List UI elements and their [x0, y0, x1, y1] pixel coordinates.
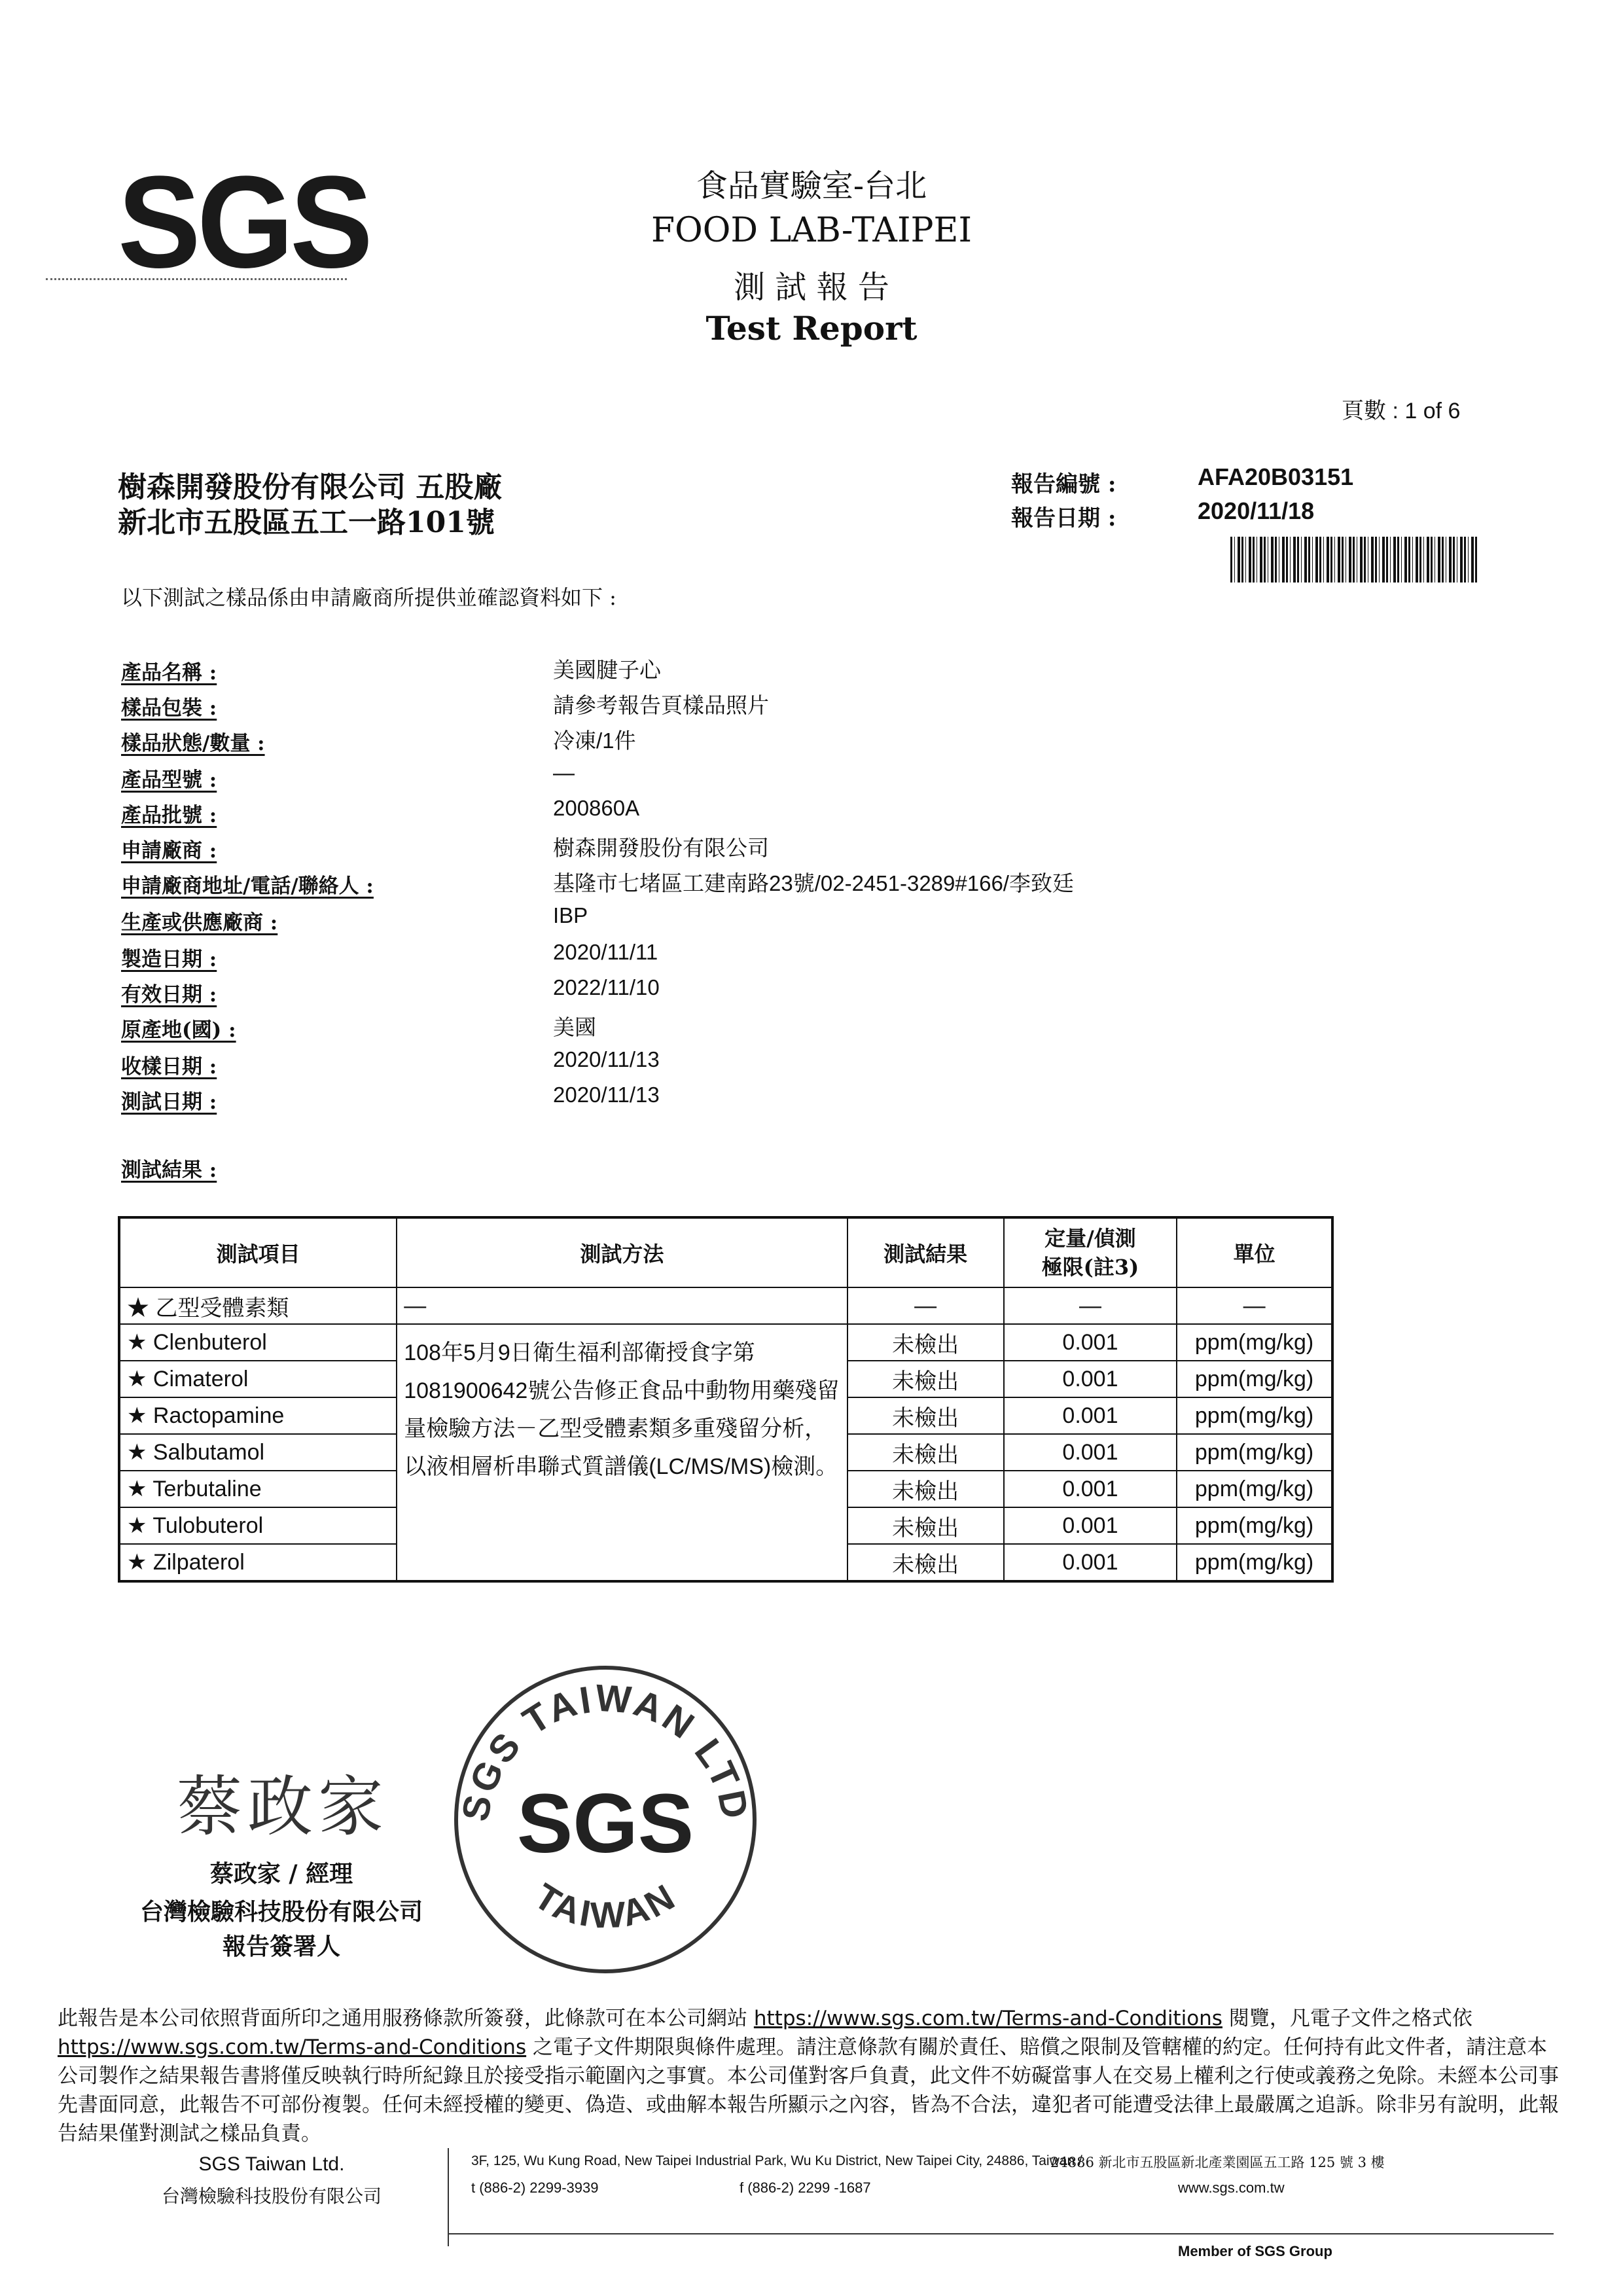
footer-company-cn: 台灣檢驗科技股份有限公司: [161, 2185, 382, 2207]
row-result: 未檢出: [847, 1324, 1004, 1361]
header-limit: [1004, 1217, 1177, 1287]
field-value: IBP: [553, 903, 588, 927]
report-title-cn: 測 試 報 告: [734, 269, 889, 306]
row-item: ★ Tulobuterol: [119, 1507, 397, 1544]
row-unit: ppm(mg/kg): [1177, 1471, 1332, 1507]
row-result: 未檢出: [847, 1361, 1004, 1397]
lab-name-en: FOOD LAB-TAIPEI: [651, 211, 972, 250]
field-value: 美國: [553, 1015, 596, 1039]
page-count: 頁數 : 1 of 6: [1342, 399, 1461, 423]
footer-tel: t (886-2) 2299-3939: [471, 2179, 599, 2196]
row-unit: ppm(mg/kg): [1177, 1361, 1332, 1397]
footer-divider-vertical: [448, 2148, 449, 2246]
field-label: 收樣日期 :: [121, 1055, 217, 1079]
barcode: [1230, 537, 1479, 583]
field-value: 2020/11/11: [553, 940, 658, 964]
row-limit: 0.001: [1004, 1397, 1177, 1434]
report-no-label: 報告編號 :: [1011, 471, 1116, 497]
signer-name-title: 蔡政家 / 經理: [209, 1860, 353, 1888]
footer-address-cn: 24886 新北市五股區新北產業園區五工路 125 號 3 樓: [1050, 2155, 1385, 2170]
results-table: [118, 1216, 1334, 1583]
report-date: 2020/11/18: [1198, 497, 1315, 524]
group-result: —: [847, 1287, 1004, 1324]
field-value: 2022/11/10: [553, 975, 660, 999]
row-limit: 0.001: [1004, 1471, 1177, 1507]
field-label: 生產或供應廠商 :: [121, 911, 278, 935]
row-limit: 0.001: [1004, 1361, 1177, 1397]
header-limit-line2: 極限(註3): [1041, 1255, 1139, 1280]
header-limit-line1: 定量/偵測: [1044, 1226, 1136, 1251]
table-row: [119, 1324, 1332, 1361]
client-name: 樹森開發股份有限公司 五股廠: [118, 471, 503, 504]
terms-link-2[interactable]: https://www.sgs.com.tw/Terms-and-Conditions: [58, 2036, 527, 2059]
field-value: 2020/11/13: [553, 1047, 660, 1071]
field-label: 樣品包裝 :: [121, 696, 217, 720]
terms-part-3: 之電子文件期限與條件處理。請注意條款有關於責任、賠償之限制及管轄權的約定。任何持有此文件者，請注意本公司製作之結果報告書將僅反映執行時所紀錄且於接受指示範圍內之事實。本公司僅對客戶負責，此文件不妨礙當事人在交易上權利之行使或義務之免除。未經本公司事先書面同意，此報告不可部份複製。任何未經授權的變更、偽造、或曲解本報告所顯示之內容，皆為不合法，違犯者可能遭受法律上最嚴厲之追訴。除非另有說明，此報告結果僅對測試之樣品負責。: [58, 2036, 1559, 2145]
footer-company-en: SGS Taiwan Ltd.: [198, 2153, 345, 2175]
field-label: 產品型號 :: [121, 768, 217, 792]
field-value: 美國腱子心: [553, 658, 661, 682]
table-header-row: [119, 1217, 1332, 1287]
row-item: ★ Cimaterol: [119, 1361, 397, 1397]
row-unit: ppm(mg/kg): [1177, 1434, 1332, 1471]
field-label: 測試日期 :: [121, 1090, 217, 1114]
handwritten-signature: 蔡政家: [177, 1768, 389, 1845]
footer-address-en: 3F, 125, Wu Kung Road, New Taipei Industrial Park, Wu Ku District, New Taipei City, 24886, Taiwan /: [471, 2153, 1082, 2168]
company-seal: [452, 1662, 759, 1977]
field-label: 樣品狀態/數量 :: [121, 732, 265, 755]
field-value: 200860A: [553, 796, 640, 820]
test-method-text: 108年5月9日衛生福利部衛授食字第1081900642號公告修正食品中動物用藥殘留量檢驗方法－乙型受體素類多重殘留分析，以液相層析串聯式質譜儀(LC/MS/MS)檢測。: [397, 1324, 847, 1581]
header-test-item: 測試項目: [119, 1217, 397, 1287]
group-method: —: [397, 1287, 847, 1324]
row-limit: 0.001: [1004, 1434, 1177, 1471]
seal-bottom-textpath: TAIWAN: [527, 1874, 684, 1936]
report-no: AFA20B03151: [1198, 463, 1354, 490]
field-value: 2020/11/13: [553, 1083, 660, 1107]
row-item: ★ Terbutaline: [119, 1471, 397, 1507]
field-label: 有效日期 :: [121, 983, 217, 1007]
table-row: [119, 1287, 1332, 1324]
terms-text: [58, 2004, 1563, 2148]
seal-center-text: SGS: [516, 1777, 694, 1871]
header-test-method: 測試方法: [397, 1217, 847, 1287]
row-item: ★ Salbutamol: [119, 1434, 397, 1471]
row-result: 未檢出: [847, 1544, 1004, 1581]
field-label: 申請廠商地址/電話/聯絡人 :: [121, 874, 374, 898]
field-label: 產品批號 :: [121, 804, 217, 827]
row-limit: 0.001: [1004, 1324, 1177, 1361]
terms-part-1: 此報告是本公司依照背面所印之通用服務條款所簽發，此條款可在本公司網站: [58, 2007, 747, 2030]
field-value: —: [553, 761, 575, 785]
footer-member: Member of SGS Group: [1178, 2243, 1332, 2259]
terms-part-2: 閱覽，凡電子文件之格式依: [1228, 2007, 1472, 2030]
lab-name-cn: 食品實驗室-台北: [696, 168, 927, 204]
sgs-logo-text: SGS: [118, 149, 370, 295]
intro-text: 以下測試之樣品係由申請廠商所提供並確認資料如下 :: [121, 585, 616, 610]
field-value: 請參考報告頁樣品照片: [553, 693, 769, 717]
seal-bottom-text: [527, 1875, 683, 1936]
signer-role: 報告簽署人: [222, 1933, 340, 1960]
row-item: ★ Ractopamine: [119, 1397, 397, 1434]
group-item: ★ 乙型受體素類: [119, 1287, 397, 1324]
row-limit: 0.001: [1004, 1507, 1177, 1544]
row-result: 未檢出: [847, 1397, 1004, 1434]
footer-divider-horizontal: [448, 2233, 1554, 2234]
header-unit: 單位: [1177, 1217, 1332, 1287]
field-value: 基隆市七堵區工建南路23號/02-2451-3289#166/李致廷: [553, 871, 1074, 895]
row-item: ★ Clenbuterol: [119, 1324, 397, 1361]
row-unit: ppm(mg/kg): [1177, 1324, 1332, 1361]
row-unit: ppm(mg/kg): [1177, 1544, 1332, 1581]
row-limit: 0.001: [1004, 1544, 1177, 1581]
row-result: 未檢出: [847, 1471, 1004, 1507]
row-unit: ppm(mg/kg): [1177, 1507, 1332, 1544]
field-label: 原產地(國) :: [121, 1018, 236, 1042]
report-title-en: Test Report: [705, 309, 918, 348]
field-label: 申請廠商 :: [121, 839, 217, 863]
row-item: ★ Zilpaterol: [119, 1544, 397, 1581]
group-limit: —: [1004, 1287, 1177, 1324]
row-unit: ppm(mg/kg): [1177, 1397, 1332, 1434]
seal-top-textpath: SGS TAIWAN LTD: [454, 1676, 757, 1825]
report-date-label: 報告日期 :: [1011, 505, 1116, 531]
field-label: 產品名稱 :: [121, 661, 217, 685]
field-value: 冷凍/1件: [553, 728, 636, 753]
row-result: 未檢出: [847, 1434, 1004, 1471]
field-label: 製造日期 :: [121, 948, 217, 971]
group-unit: —: [1177, 1287, 1332, 1324]
results-heading: 測試結果 :: [121, 1158, 217, 1182]
footer-fax: f (886-2) 2299 -1687: [740, 2179, 871, 2196]
footer-web[interactable]: www.sgs.com.tw: [1178, 2179, 1285, 2196]
header-test-result: 測試結果: [847, 1217, 1004, 1287]
terms-link-1[interactable]: https://www.sgs.com.tw/Terms-and-Conditions: [753, 2007, 1222, 2030]
field-value: 樹森開發股份有限公司: [553, 836, 769, 860]
signer-company: 台灣檢驗科技股份有限公司: [139, 1898, 423, 1926]
row-result: 未檢出: [847, 1507, 1004, 1544]
client-address: 新北市五股區五工一路101號: [118, 506, 495, 539]
